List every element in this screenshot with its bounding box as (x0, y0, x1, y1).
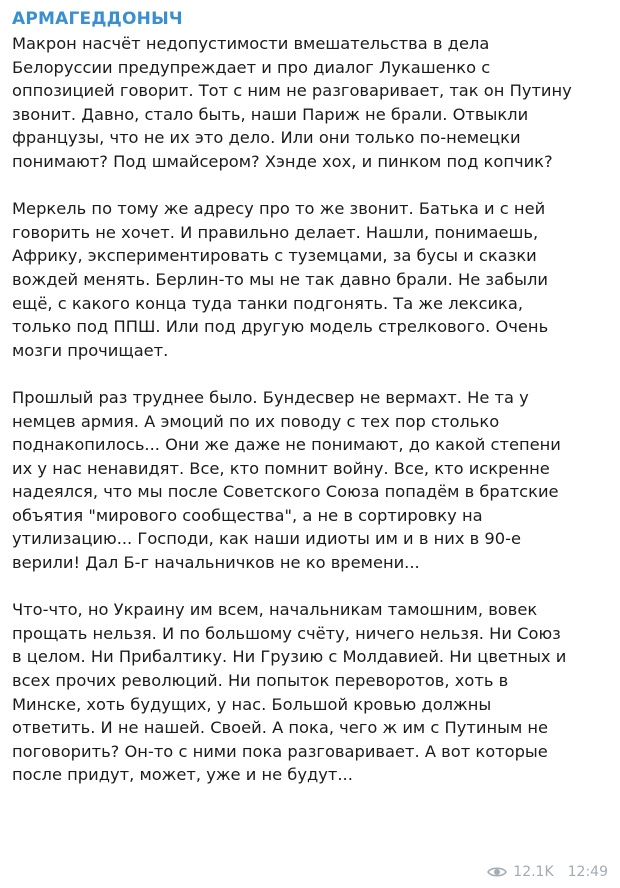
text-line: звонит. Давно, стало быть, наши Париж не брали. Отвыкли (12, 104, 529, 124)
text-line: Минске, хоть будущих, у нас. Большой кровью должны (12, 694, 492, 714)
text-line: объятия "мирового сообщества", а не в сортировку на (12, 505, 483, 525)
text-line: говорить не хочет. И правильно делает. Нашли, понимаешь, (12, 222, 539, 242)
text-line: мозги прочищает. (12, 340, 169, 360)
text-line: Белоруссии предупреждает и про диалог Лукашенко с (12, 57, 491, 77)
paragraph-2 (12, 197, 606, 362)
text-line: утилизацию... Господи, как наши идиоты им и в них в 90-е (12, 529, 522, 549)
text-line: надеялся, что мы после Советского Союза попадём в братские (12, 482, 559, 502)
paragraph-gap (12, 575, 606, 599)
text-line: Африку, экспериментировать с туземцами, за бусы и сказки (12, 246, 537, 266)
text-line: поднакопилось... Они же даже не понимают, до какой степени (12, 435, 561, 455)
message-time: 12:49 (567, 864, 608, 880)
text-line: ответить. И не нашей. Своей. А пока, чего ж им с Путиным не (12, 718, 549, 738)
text-line: поговорить? Он-то с ними пока разговаривает. А вот которые (12, 741, 548, 761)
channel-name[interactable]: АРМАГЕДДОНЫЧ (12, 9, 183, 29)
text-line: только под ППШ. Или под другую модель стрелкового. Очень (12, 317, 549, 337)
text-line: Меркель по тому же адресу про то же звонит. Батька и с ней (12, 199, 546, 219)
text-line: немцев армия. А эмоций по их поводу с тех пор столько (12, 411, 500, 431)
text-line: Макрон насчёт недопустимости вмешательства в дела (12, 34, 490, 53)
message-meta (487, 864, 608, 880)
message-text (12, 32, 606, 787)
text-line: понимают? Под шмайсером? Хэнде хох, и пинком под копчик? (12, 151, 553, 171)
text-line: вождей менять. Берлин-то мы не так давно брали. Не забыли (12, 269, 548, 289)
text-line: ещё, с какого конца туда танки подгонять. Та же лексика, (12, 293, 524, 313)
text-line: Что-что, но Украину им всем, начальникам тамошним, вовек (12, 600, 538, 620)
text-line: Прошлый раз труднее было. Бундесвер не вермахт. Не та у (12, 387, 529, 407)
text-line: после придут, может, уже и не будут... (12, 765, 353, 785)
text-line: всех прочих революций. Ни попыток переворотов, хоть в (12, 671, 509, 691)
views-count: 12.1K (513, 864, 554, 880)
paragraph-4 (12, 598, 606, 787)
text-line: оппозицией говорит. Тот с ним не разговаривает, так он Путину (12, 81, 572, 101)
paragraph-gap (12, 174, 606, 198)
paragraph-1 (12, 32, 606, 174)
text-line: прощать нельзя. И по большому счёту, ничего нельзя. Ни Союз (12, 623, 561, 643)
paragraph-3 (12, 386, 606, 575)
text-line: в целом. Ни Прибалтику. Ни Грузию с Молдавией. Ни цветных и (12, 647, 567, 667)
text-line: их у нас ненавидят. Все, кто помнит войну. Все, кто искренне (12, 458, 550, 478)
text-line: французы, что не их это дело. Или они только по-немецки (12, 128, 521, 148)
eye-icon (487, 865, 507, 879)
text-line: верили! Дал Б-г начальничков не ко времени... (12, 553, 420, 573)
paragraph-gap (12, 362, 606, 386)
